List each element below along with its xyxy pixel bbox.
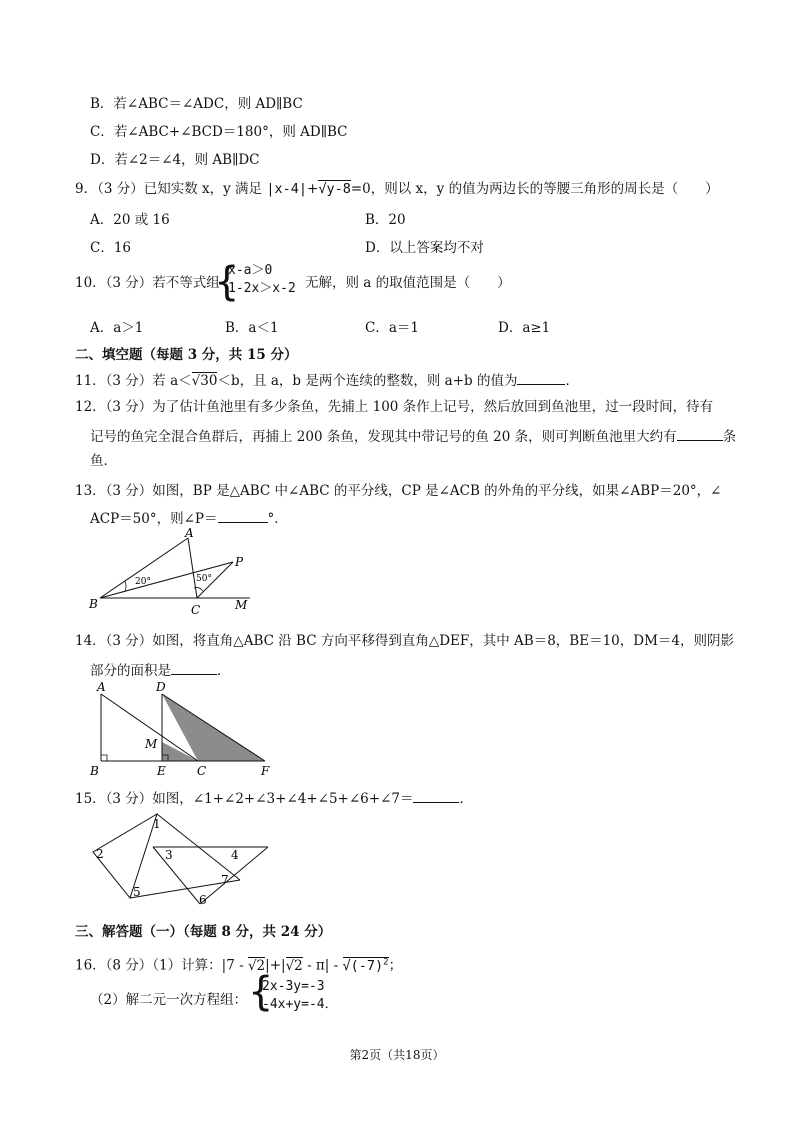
q10-option-b: B．a＜1 xyxy=(225,320,279,336)
q14-label-C: C xyxy=(197,764,207,778)
q14-answer-blank[interactable] xyxy=(171,660,217,675)
q9-option-d: D．以上答案均不对 xyxy=(365,240,484,256)
q14-line-1: 14．（3 分）如图，将直角△ABC 沿 BC 方向平移得到直角△DEF，其中 AB＝8，BE＝10，DM＝4，则阴影 xyxy=(75,633,734,649)
q15-label-7: 7 xyxy=(221,873,229,887)
q14-label-A: A xyxy=(97,680,106,694)
q12-line-3: 鱼． xyxy=(90,453,117,469)
q9-option-c: C．16 xyxy=(90,240,132,256)
q9-option-b: B．20 xyxy=(365,212,406,228)
q9-prefix: 9．（3 分）已知实数 x，y 满足 xyxy=(75,181,263,197)
q16-sqrt-2b: √2 xyxy=(285,957,303,974)
q15-label-3: 3 xyxy=(165,848,173,862)
q11-answer-blank[interactable] xyxy=(517,370,565,385)
q14-line-2: 部分的面积是 ． xyxy=(90,660,231,680)
q16-brace: { xyxy=(248,969,274,1015)
q15-label-5: 5 xyxy=(133,885,141,899)
q14-label-E: E xyxy=(157,764,166,778)
q15-figure xyxy=(85,806,275,908)
q9-stem: 9．（3 分）已知实数 x，y 满足 |x-4|+√y-8=0，则以 x，y 的值为两边长的等腰三角形的周长是（ ） xyxy=(75,181,719,197)
q16-equation-1: 2x-3y=-3 xyxy=(262,979,325,994)
q16-system xyxy=(262,978,338,1014)
q14-figure xyxy=(85,678,280,778)
q9-sqrt: √y-8 xyxy=(318,181,351,197)
q10-option-a: A．a＞1 xyxy=(90,320,144,336)
q11-stem: 11．（3 分）若 a＜√30＜b，且 a，b 是两个连续的整数，则 a+b 的值为 ． xyxy=(75,370,579,390)
q10-ineq-2: 1-2x＞x-2 xyxy=(228,281,296,296)
q9-abs: |x-4| xyxy=(266,181,308,197)
q13-line-1: 13．（3 分）如图，BP 是△ABC 中∠ABC 的平分线，CP 是∠ACB 的外角的平分线，如果∠ABP＝20°，∠ xyxy=(75,483,722,499)
q10-suffix: 无解，则 a 的取值范围是（ ） xyxy=(305,275,511,291)
q10-ineq-1: x-a＞0 xyxy=(228,263,273,278)
page-footer: 第2页（共18页） xyxy=(349,1048,445,1062)
q16-sqrt-big: $√(-7)^2$ xyxy=(342,957,389,974)
q15-answer-blank[interactable] xyxy=(413,788,459,803)
q11-sqrt: √30 xyxy=(191,373,218,389)
q13-angle-50: 50° xyxy=(196,574,212,584)
q15-stem: 15．（3 分）如图，∠1+∠2+∠3+∠4+∠5+∠6+∠7＝ ． xyxy=(75,788,473,808)
q8-option-d: D．若∠2＝∠4，则 AB∥DC xyxy=(90,152,260,168)
q8-option-c: C．若∠ABC+∠BCD＝180°，则 AD∥BC xyxy=(90,124,348,140)
q16-sqrt-2a: √2 xyxy=(247,957,266,974)
q12-line-1: 12．（3 分）为了估计鱼池里有多少条鱼，先捕上 100 条作上记号，然后放回到鱼池里，过一段时间，待有 xyxy=(75,399,714,415)
q16-part-1: 16．（8 分）（1）计算：$|7 - √2|+|√2 - \pi| - √(-7)^2$； xyxy=(75,957,403,974)
q15-label-2: 2 xyxy=(96,847,104,861)
q15-label-1: 1 xyxy=(153,817,161,831)
q15-label-4: 4 xyxy=(231,848,239,862)
section-3-heading: 三、解答题（一）（每题 8 分，共 24 分） xyxy=(75,924,332,940)
q10-option-d: D．a≥1 xyxy=(498,320,551,336)
q14-label-D: D xyxy=(156,680,166,694)
q16-equation-2: -4x+y=-4． xyxy=(262,997,338,1012)
q10-prefix: 10．（3 分）若不等式组 xyxy=(75,275,220,291)
q10-brace: { xyxy=(214,259,240,305)
q13-label-B: B xyxy=(89,597,98,611)
q14-label-F: F xyxy=(261,764,270,778)
q13-angle-20: 20° xyxy=(135,577,151,587)
q10-system xyxy=(228,262,296,298)
q14-label-B: B xyxy=(90,764,99,778)
q14-label-M: M xyxy=(145,737,158,751)
q13-label-P: P xyxy=(235,555,244,569)
q13-label-C: C xyxy=(191,603,201,617)
q8-option-b: B．若∠ABC＝∠ADC，则 AD∥BC xyxy=(90,96,303,112)
q16-part-2-label: （2）解二元一次方程组： xyxy=(90,992,248,1008)
q15-label-6: 6 xyxy=(199,893,207,907)
q13-figure xyxy=(85,528,265,620)
q12-answer-blank[interactable] xyxy=(677,426,723,441)
q13-label-M: M xyxy=(235,598,248,612)
q13-line-2: ACP＝50°，则∠P＝ °． xyxy=(90,508,288,528)
q13-label-A: A xyxy=(185,528,194,540)
q12-line-2: 记号的鱼完全混合鱼群后，再捕上 200 条鱼，发现其中带记号的鱼 20 条，则可判断鱼池里大约有 条 xyxy=(90,426,736,446)
q10-option-c: C．a＝1 xyxy=(365,320,419,336)
q9-option-a: A．20 或 16 xyxy=(90,212,170,228)
q13-answer-blank[interactable] xyxy=(218,508,268,523)
section-2-heading: 二、填空题（每题 3 分，共 15 分） xyxy=(75,347,298,363)
